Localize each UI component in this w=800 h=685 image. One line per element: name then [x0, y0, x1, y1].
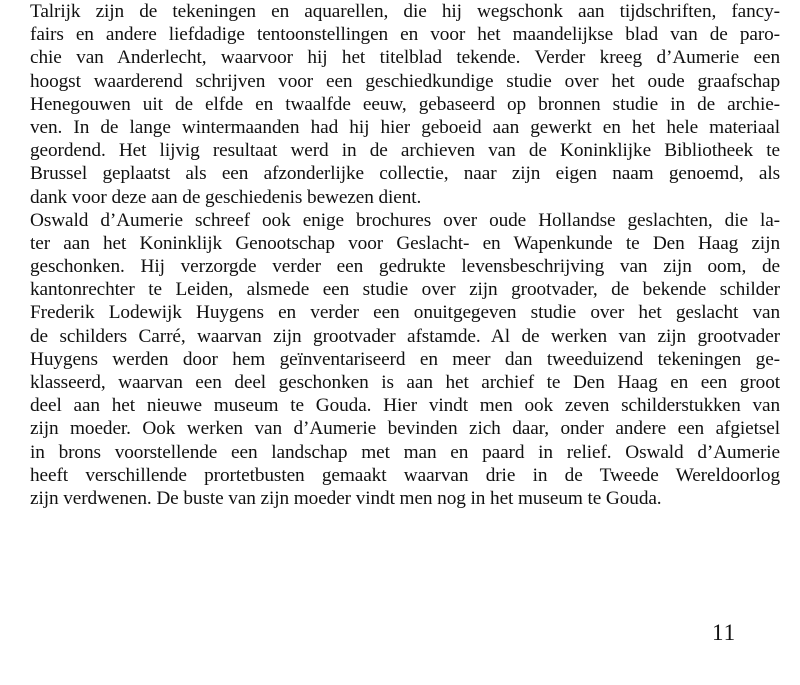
- text-line: ter aan het Koninklijk Genootschap voor Geslacht- en Wapenkunde te Den Haag zijn: [30, 232, 780, 254]
- text-line: Oswald d’Aumerie schreef ook enige brochures over oude Hollandse geslachten, die la-: [30, 209, 780, 231]
- text-line: klasseerd, waarvan een deel geschonken is aan het archief te Den Haag en een groot: [30, 372, 780, 393]
- text-line: deel aan het nieuwe museum te Gouda. Hier vindt men ook zeven schilderstukken van: [30, 395, 780, 417]
- text-line: chie van Anderlecht, waarvoor hij het titelblad tekende. Verder kreeg d’Aumerie een: [30, 47, 780, 69]
- text-line: Huygens werden door hem geïnventariseerd en meer dan tweeduizend tekeningen ge-: [30, 348, 780, 370]
- text-line: geschonken. Hij verzorgde verder een gedrukte levensbeschrijving van zijn oom, de: [30, 256, 780, 278]
- text-line: zijn verdwenen. De buste van zijn moeder vindt men nog in het museum te Gouda.: [30, 487, 662, 509]
- page-body: [30, 0, 780, 510]
- text-line: Frederik Lodewijk Huygens en verder een onuitgegeven studie over het geslacht van: [30, 302, 780, 324]
- text-line: fairs en andere liefdadige tentoonstellingen en voor het maandelijkse blad van de paro-: [30, 24, 780, 46]
- text-line: ven. In de lange wintermaanden had hij hier geboeid aan gewerkt en het hele materiaal: [30, 116, 780, 138]
- text-line: dank voor deze aan de geschiedenis bewezen dient.: [30, 186, 422, 208]
- text-line: Henegouwen uit de elfde en twaalfde eeuw, gebaseerd op bronnen studie in de archie-: [30, 93, 780, 115]
- text-line: Brussel geplaatst als een afzonderlijke collectie, naar zijn eigen naam genoemd, als: [30, 163, 780, 185]
- paragraph-1: [30, 0, 780, 209]
- paragraph-2: [30, 209, 780, 510]
- text-line: de schilders Carré, waarvan zijn grootvader afstamde. Al de werken van zijn grootvader: [30, 325, 780, 347]
- text-line: in brons voorstellende een landschap met man en paard in relief. Oswald d’Aumerie: [30, 441, 780, 463]
- text-line: Talrijk zijn de tekeningen en aquarellen, die hij wegschonk aan tijdschriften, fancy-: [30, 1, 780, 22]
- text-line: heeft verschillende prortetbusten gemaakt waarvan drie in de Tweede Wereldoorlog: [30, 464, 780, 486]
- text-line: kantonrechter te Leiden, alsmede een studie over zijn grootvader, de bekende schilder: [30, 279, 780, 301]
- text-line: geordend. Het lijvig resultaat werd in de archieven van de Koninklijke Bibliotheek te: [30, 140, 780, 162]
- text-line: hoogst waarderend schrijven voor een geschiedkundige studie over het oude graafschap: [30, 70, 780, 92]
- page-number: 11: [712, 620, 737, 645]
- text-line: zijn moeder. Ook werken van d’Aumerie bevinden zich daar, onder andere een afgietsel: [30, 418, 780, 440]
